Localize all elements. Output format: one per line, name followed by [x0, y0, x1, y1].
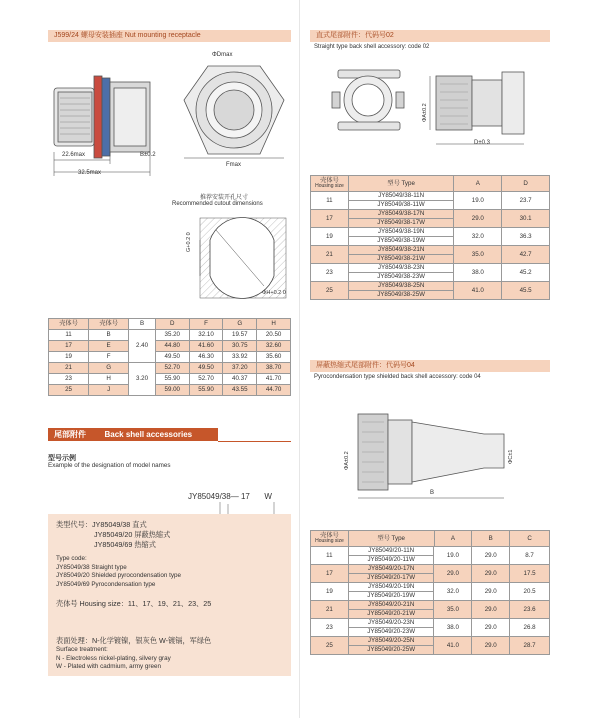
- left-page: [0, 0, 300, 718]
- receptacle-front-drawing: [178, 60, 290, 160]
- t2-col-type: 型号 Type: [348, 531, 434, 547]
- surface-en-0: Surface treatment:: [56, 646, 108, 653]
- shielded-backshell-table-body: [310, 546, 550, 655]
- type-cell: JY85049/20-11N: [348, 547, 434, 556]
- straight-accessory-subtitle: Straight type back shell accessory: code 02: [314, 44, 430, 50]
- value-cell-c: 26.8: [510, 619, 550, 637]
- table-row: [311, 228, 550, 237]
- type-cell: JY85049/38-11W: [348, 201, 454, 210]
- type-code-cn-0: 类型代号：JY85049/38 直式: [56, 520, 147, 529]
- value-cell-a: 41.0: [434, 637, 472, 655]
- type-cell: JY85049/20-25N: [348, 637, 434, 646]
- type-cell: JY85049/38-19N: [348, 228, 454, 237]
- table-row: [311, 619, 550, 628]
- value-cell-a: 35.0: [454, 246, 502, 264]
- type-cell: JY85049/20-17W: [348, 574, 434, 583]
- housing-size-cell: 25: [311, 282, 349, 300]
- straight-accessory-header: 直式尾部附件：代码号02: [310, 30, 550, 42]
- value-cell-a: 19.0: [454, 192, 502, 210]
- t1-col-housing: 壳体号 Housing size: [311, 176, 349, 192]
- surface-en-1: N - Electroless nickel-plating, silvery gray: [56, 654, 171, 662]
- shielded-backshell-table: [310, 530, 550, 547]
- t2-col-a: A: [434, 531, 472, 547]
- col-f: F: [189, 319, 223, 330]
- value-cell-c: 23.6: [510, 601, 550, 619]
- value-cell-a: 41.0: [454, 282, 502, 300]
- table-row: 21 G 3.20 52.70 49.50 37.20 38.70: [49, 363, 291, 374]
- cutout-h: ΦH+0.2 0: [262, 290, 286, 296]
- type-cell: JY85049/20-11W: [348, 556, 434, 565]
- col-g: G: [223, 319, 257, 330]
- designation-title-cn: 型号示例: [48, 455, 76, 462]
- value-cell-a: 29.0: [454, 210, 502, 228]
- right-page: [300, 0, 601, 718]
- value-cell-c: 20.5: [510, 583, 550, 601]
- t1-col-type: 型号 Type: [348, 176, 454, 192]
- type-cell: JY85049/38-23N: [348, 264, 454, 273]
- value-cell-c: 8.7: [510, 547, 550, 565]
- cutout-g: G+0.2 0: [186, 232, 192, 252]
- value-cell-b: 29.0: [472, 565, 510, 583]
- type-code-cn-2: JY85049/69 热缩式: [94, 540, 156, 549]
- surface-en-2: W - Plated with cadmium, army green: [56, 663, 161, 670]
- fmax: Fmax: [226, 162, 241, 168]
- value-cell-b: 29.0: [472, 583, 510, 601]
- table-row: [311, 547, 550, 556]
- type-code-en-2: JY85049/20 Shielded pyrocondensation type: [56, 572, 181, 579]
- cutout-title-cn: 推荐安装开孔尺寸: [200, 195, 249, 201]
- dim-22-6: 22.6max: [62, 152, 86, 158]
- type-cell: JY85049/38-25W: [348, 291, 454, 300]
- straight-d: D±0.3: [474, 140, 490, 146]
- housing-size-cell: 11: [311, 547, 349, 565]
- table-row: [311, 210, 550, 219]
- type-cell: JY85049/20-23N: [348, 619, 434, 628]
- value-cell-b: 29.0: [472, 547, 510, 565]
- type-cell: JY85049/20-19W: [348, 592, 434, 601]
- table-row: [311, 583, 550, 592]
- type-cell: JY85049/38-19W: [348, 237, 454, 246]
- table-row: [311, 264, 550, 273]
- straight-backshell-table-body: [310, 191, 550, 300]
- type-code-en-0: Type code:: [56, 555, 87, 562]
- straight-backshell-front-drawing: [330, 58, 410, 140]
- value-cell-a: 29.0: [434, 565, 472, 583]
- t2-body-table: [310, 546, 550, 655]
- table-row: [311, 601, 550, 610]
- back-shell-section-header: [48, 428, 218, 441]
- model-code-finish: W: [264, 492, 272, 501]
- housing-size-cell: 21: [311, 601, 349, 619]
- t2-col-c: C: [510, 531, 550, 547]
- straight-backshell-table: [310, 175, 550, 192]
- value-cell-a: 38.0: [454, 264, 502, 282]
- receptacle-side-drawing: [48, 48, 168, 188]
- housing-size-cell: 17: [311, 210, 349, 228]
- col-b: B: [129, 319, 156, 330]
- value-cell-b: 29.0: [472, 619, 510, 637]
- t1-col-a: A: [454, 176, 502, 192]
- shielded-accessory-subtitle: Pyrocondensation type shielded back shell accessory: code 04: [314, 374, 481, 380]
- shielded-accessory-header: 屏蔽热缩式尾部附件：代码号04: [310, 360, 550, 372]
- type-code-en-1: JY85049/38 Straight type: [56, 563, 127, 571]
- col-housing-1: 壳体号: [49, 319, 89, 330]
- housing-size-cell: 11: [311, 192, 349, 210]
- type-code-cn-1: JY85049/20 屏蔽热缩式: [94, 530, 171, 539]
- value-cell-a: 32.0: [454, 228, 502, 246]
- model-code-size: 17: [240, 492, 250, 501]
- dim-b: B±0.2: [140, 152, 156, 158]
- type-cell: JY85049/20-19N: [348, 583, 434, 592]
- housing-size-cell: 17: [311, 565, 349, 583]
- surface-cn: 表面处理：N-化学镀镍，银灰色 W-镀镉，军绿色: [56, 636, 212, 645]
- value-cell-d: 23.7: [502, 192, 550, 210]
- type-code-en-3: JY85049/69 Pyrocondensation type: [56, 580, 156, 588]
- straight-phi-a: ΦA±0.2: [422, 103, 428, 122]
- shielded-phi-c: ΦC±1: [508, 449, 514, 464]
- table-row: [311, 246, 550, 255]
- model-code-base: JY85049/38: [188, 492, 231, 501]
- col-d: D: [155, 319, 189, 330]
- housing-size-cell: 19: [311, 228, 349, 246]
- type-cell: JY85049/20-23W: [348, 628, 434, 637]
- shielded-b: B: [430, 490, 435, 496]
- col-housing-2: 壳体号: [89, 319, 129, 330]
- type-cell: JY85049/38-17N: [348, 210, 454, 219]
- cutout-title-en: Recommended cutout dimensions: [172, 201, 263, 207]
- housing-size-line: 壳体号 Housing size：11、17、19、21、23、25: [56, 599, 212, 608]
- table-row: [311, 565, 550, 574]
- b-group-1: 2.40: [129, 330, 156, 363]
- type-cell: JY85049/38-21N: [348, 246, 454, 255]
- value-cell-a: 38.0: [434, 619, 472, 637]
- phi-dmax: ΦDmax: [212, 52, 233, 58]
- type-cell: JY85049/38-17W: [348, 219, 454, 228]
- back-shell-header-cn: 尾部附件: [54, 430, 86, 439]
- type-cell: JY85049/38-11N: [348, 192, 454, 201]
- b-group-2: 3.20: [129, 363, 156, 396]
- value-cell-c: 28.7: [510, 637, 550, 655]
- table-row: 25 J 59.00 55.90 43.55 44.70: [49, 385, 291, 396]
- housing-size-cell: 23: [311, 264, 349, 282]
- value-cell-b: 29.0: [472, 637, 510, 655]
- t1-body-table: [310, 191, 550, 300]
- dim-32-5: 32.5max: [78, 170, 102, 176]
- shielded-backshell-drawing: [354, 404, 514, 504]
- housing-size-cell: 21: [311, 246, 349, 264]
- type-cell: JY85049/38-25N: [348, 282, 454, 291]
- t2-col-housing: 壳体号 Housing size: [311, 531, 349, 547]
- table-row: 17 E 44.80 41.60 30.75 32.60: [49, 341, 291, 352]
- housing-size-cell: 23: [311, 619, 349, 637]
- value-cell-d: 45.5: [502, 282, 550, 300]
- type-cell: JY85049/20-17N: [348, 565, 434, 574]
- type-cell: JY85049/20-25W: [348, 646, 434, 655]
- type-cell: JY85049/20-21N: [348, 601, 434, 610]
- type-cell: JY85049/38-21W: [348, 255, 454, 264]
- nut-receptacle-header: J599/24 螺母安装插座 Nut mounting receptacle: [48, 30, 291, 42]
- housing-size-cell: 25: [311, 637, 349, 655]
- value-cell-d: 42.7: [502, 246, 550, 264]
- table-row: [311, 282, 550, 291]
- table-row: 19 F 49.50 46.30 33.92 35.60: [49, 352, 291, 363]
- t2-col-b: B: [472, 531, 510, 547]
- shielded-phi-a: ΦA±0.2: [344, 451, 350, 470]
- value-cell-a: 19.0: [434, 547, 472, 565]
- straight-backshell-side-drawing: [426, 62, 536, 152]
- value-cell-b: 29.0: [472, 601, 510, 619]
- value-cell-a: 35.0: [434, 601, 472, 619]
- value-cell-a: 32.0: [434, 583, 472, 601]
- type-cell: JY85049/38-23W: [348, 273, 454, 282]
- value-cell-d: 30.1: [502, 210, 550, 228]
- table-row: 11 B 2.40 35.20 32.10 19.57 20.50: [49, 330, 291, 341]
- col-h: H: [257, 319, 291, 330]
- value-cell-c: 17.5: [510, 565, 550, 583]
- t1-col-d: D: [502, 176, 550, 192]
- value-cell-d: 45.2: [502, 264, 550, 282]
- section-rule: [218, 441, 291, 442]
- table-row: 23 H 55.90 52.70 40.37 41.70: [49, 374, 291, 385]
- back-shell-header-en: Back shell accessories: [104, 430, 193, 439]
- table-row: [311, 637, 550, 646]
- value-cell-d: 36.3: [502, 228, 550, 246]
- receptacle-dimension-table: [48, 318, 291, 396]
- type-cell: JY85049/20-21W: [348, 610, 434, 619]
- table-row: [311, 192, 550, 201]
- model-code-dash: —: [230, 492, 239, 501]
- housing-size-cell: 19: [311, 583, 349, 601]
- designation-title-en: Example of the designation of model names: [48, 462, 171, 469]
- surface-content: [48, 630, 291, 678]
